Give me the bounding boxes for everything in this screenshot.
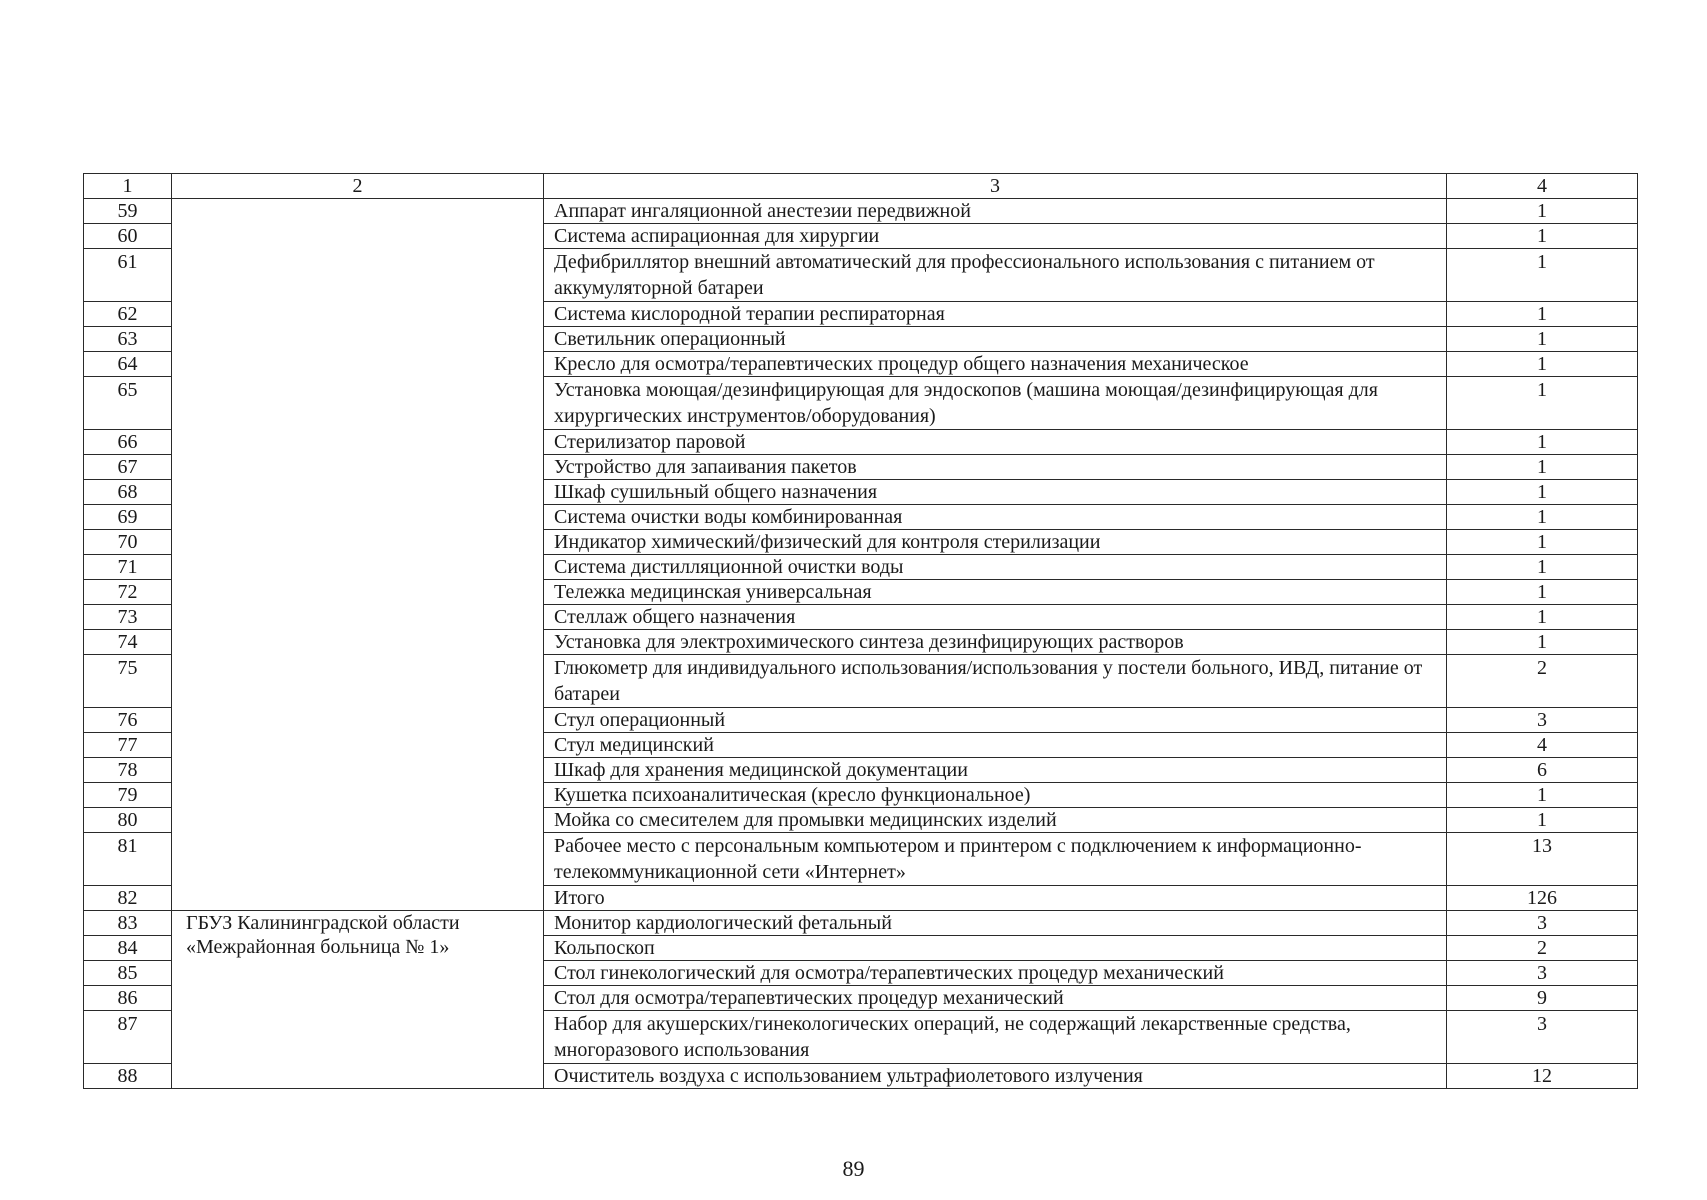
row-number: 61 (84, 249, 172, 302)
equipment-name: Шкаф сушильный общего назначения (544, 480, 1447, 505)
equipment-quantity: 13 (1447, 833, 1638, 886)
equipment-quantity: 1 (1447, 480, 1638, 505)
equipment-name: Глюкометр для индивидуального использования/использования у постели больного, ИВД, питание от батареи (544, 655, 1447, 708)
row-number: 63 (84, 327, 172, 352)
column-number-4: 4 (1447, 174, 1638, 199)
equipment-quantity: 2 (1447, 655, 1638, 708)
equipment-name: Шкаф для хранения медицинской документации (544, 758, 1447, 783)
equipment-quantity: 1 (1447, 630, 1638, 655)
equipment-quantity: 1 (1447, 199, 1638, 224)
equipment-name: Стул медицинский (544, 733, 1447, 758)
equipment-name: Кольпоскоп (544, 936, 1447, 961)
row-number: 59 (84, 199, 172, 224)
row-number: 69 (84, 505, 172, 530)
equipment-name: Кушетка психоаналитическая (кресло функциональное) (544, 783, 1447, 808)
row-number: 77 (84, 733, 172, 758)
organization-cell (172, 199, 544, 911)
row-number: 80 (84, 808, 172, 833)
equipment-name: Устройство для запаивания пакетов (544, 455, 1447, 480)
equipment-quantity: 6 (1447, 758, 1638, 783)
table-body (84, 174, 1638, 1089)
equipment-quantity: 12 (1447, 1064, 1638, 1089)
row-number: 81 (84, 833, 172, 886)
equipment-quantity: 1 (1447, 249, 1638, 302)
equipment-name: Установка моющая/дезинфицирующая для эндоскопов (машина моющая/дезинфицирующая для хирургических инструментов/оборудования) (544, 377, 1447, 430)
equipment-quantity: 4 (1447, 733, 1638, 758)
equipment-name: Светильник операционный (544, 327, 1447, 352)
equipment-quantity: 3 (1447, 1011, 1638, 1064)
equipment-quantity: 1 (1447, 605, 1638, 630)
row-number: 68 (84, 480, 172, 505)
equipment-name: Стол для осмотра/терапевтических процедур механический (544, 986, 1447, 1011)
equipment-name: Набор для акушерских/гинекологических операций, не содержащий лекарственные средства, многоразового использования (544, 1011, 1447, 1064)
row-number: 75 (84, 655, 172, 708)
row-number: 79 (84, 783, 172, 808)
equipment-quantity: 1 (1447, 377, 1638, 430)
row-number: 85 (84, 961, 172, 986)
row-number: 84 (84, 936, 172, 961)
equipment-quantity: 2 (1447, 936, 1638, 961)
equipment-quantity: 1 (1447, 530, 1638, 555)
equipment-quantity: 1 (1447, 580, 1638, 605)
row-number: 70 (84, 530, 172, 555)
equipment-quantity: 1 (1447, 352, 1638, 377)
column-number-2: 2 (172, 174, 544, 199)
row-number: 67 (84, 455, 172, 480)
equipment-name: Установка для электрохимического синтеза дезинфицирующих растворов (544, 630, 1447, 655)
equipment-name: Система дистилляционной очистки воды (544, 555, 1447, 580)
equipment-table (83, 173, 1638, 1089)
equipment-name: Монитор кардиологический фетальный (544, 911, 1447, 936)
row-number: 66 (84, 430, 172, 455)
row-number: 72 (84, 580, 172, 605)
table-row (84, 911, 1638, 936)
row-number: 64 (84, 352, 172, 377)
equipment-quantity: 1 (1447, 555, 1638, 580)
equipment-quantity: 3 (1447, 961, 1638, 986)
equipment-name: Тележка медицинская универсальная (544, 580, 1447, 605)
equipment-quantity: 1 (1447, 808, 1638, 833)
equipment-name: Итого (544, 886, 1447, 911)
row-number: 60 (84, 224, 172, 249)
equipment-name: Индикатор химический/физический для контроля стерилизации (544, 530, 1447, 555)
equipment-quantity: 3 (1447, 708, 1638, 733)
row-number: 73 (84, 605, 172, 630)
equipment-quantity: 1 (1447, 302, 1638, 327)
equipment-quantity: 9 (1447, 986, 1638, 1011)
equipment-name: Система очистки воды комбинированная (544, 505, 1447, 530)
organization-cell: ГБУЗ Калининградской области «Межрайонная больница № 1» (172, 911, 544, 1089)
column-number-1: 1 (84, 174, 172, 199)
row-number: 87 (84, 1011, 172, 1064)
equipment-quantity: 1 (1447, 430, 1638, 455)
equipment-name: Стерилизатор паровой (544, 430, 1447, 455)
row-number: 88 (84, 1064, 172, 1089)
column-number-row (84, 174, 1638, 199)
row-number: 62 (84, 302, 172, 327)
equipment-name: Стеллаж общего назначения (544, 605, 1447, 630)
equipment-name: Аппарат ингаляционной анестезии передвижной (544, 199, 1447, 224)
equipment-quantity: 126 (1447, 886, 1638, 911)
row-number: 74 (84, 630, 172, 655)
equipment-name: Система аспирационная для хирургии (544, 224, 1447, 249)
equipment-quantity: 1 (1447, 783, 1638, 808)
equipment-name: Дефибриллятор внешний автоматический для профессионального использования с питанием от аккумуляторной батареи (544, 249, 1447, 302)
page-number: 89 (842, 1156, 865, 1181)
equipment-name: Стул операционный (544, 708, 1447, 733)
row-number: 86 (84, 986, 172, 1011)
row-number: 76 (84, 708, 172, 733)
equipment-name: Стол гинекологический для осмотра/терапевтических процедур механический (544, 961, 1447, 986)
row-number: 78 (84, 758, 172, 783)
equipment-quantity: 1 (1447, 327, 1638, 352)
row-number: 83 (84, 911, 172, 936)
row-number: 71 (84, 555, 172, 580)
column-number-3: 3 (544, 174, 1447, 199)
equipment-name: Мойка со смесителем для промывки медицинских изделий (544, 808, 1447, 833)
row-number: 65 (84, 377, 172, 430)
equipment-quantity: 1 (1447, 455, 1638, 480)
equipment-name: Очиститель воздуха с использованием ультрафиолетового излучения (544, 1064, 1447, 1089)
equipment-quantity: 3 (1447, 911, 1638, 936)
equipment-name: Система кислородной терапии респираторная (544, 302, 1447, 327)
row-number: 82 (84, 886, 172, 911)
table-row (84, 199, 1638, 224)
equipment-quantity: 1 (1447, 505, 1638, 530)
equipment-name: Кресло для осмотра/терапевтических процедур общего назначения механическое (544, 352, 1447, 377)
equipment-name: Рабочее место с персональным компьютером и принтером с подключением к информационно-телекоммуникационной сети «Интернет» (544, 833, 1447, 886)
equipment-quantity: 1 (1447, 224, 1638, 249)
